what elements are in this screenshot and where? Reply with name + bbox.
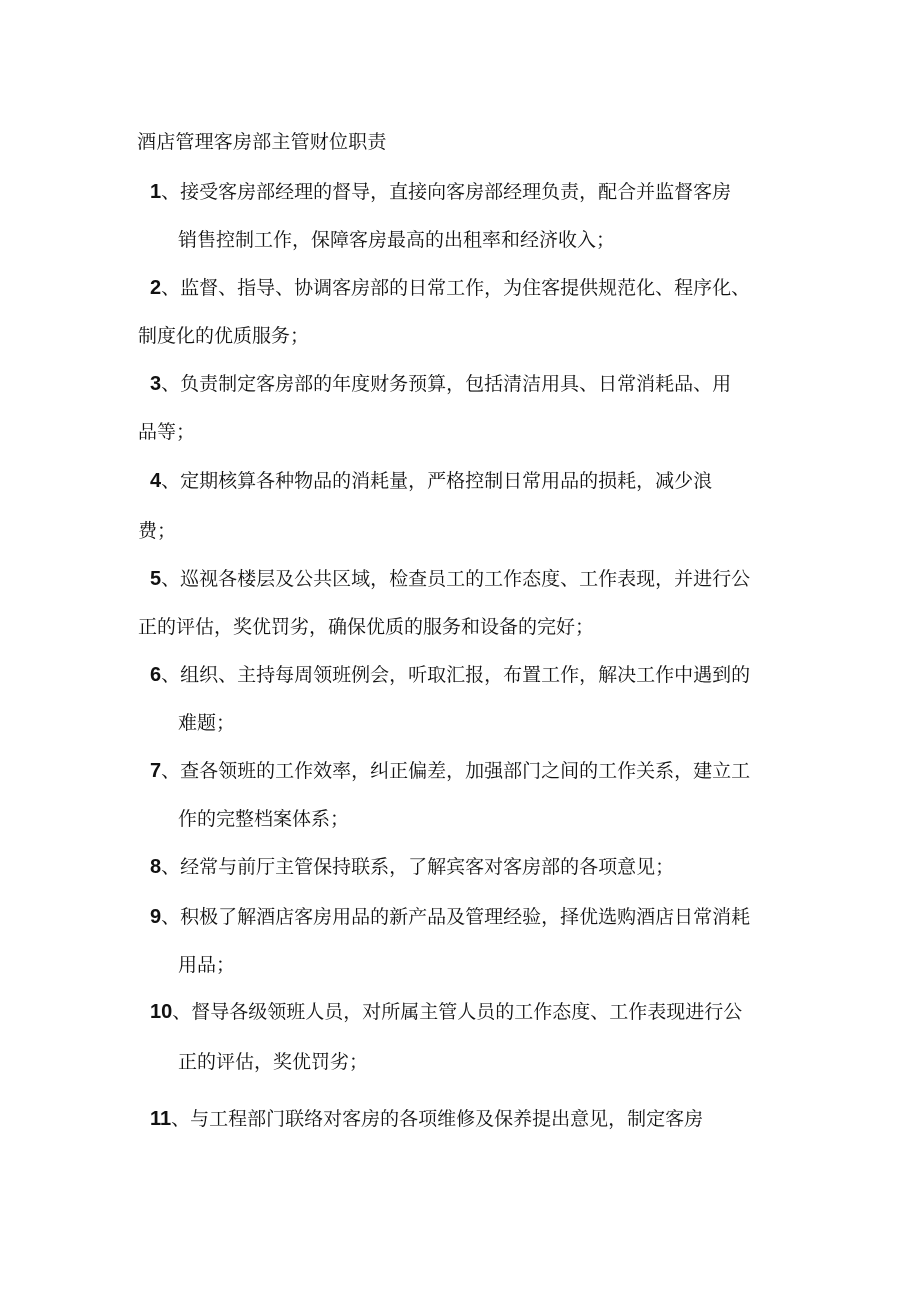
duty-item-8-line-1 [150,853,674,881]
duty-item-4-text-1: 定期核算各种物品的消耗量，严格控制日常用品的损耗，减少浪 [180,470,713,492]
duty-item-9-line-1 [150,903,750,931]
duty-item-10-text-1: 督导各级领班人员，对所属主管人员的工作态度、工作表现进行公 [191,1001,743,1023]
item-separator: 、 [161,470,181,492]
duty-item-10-line-1 [150,998,742,1026]
duty-item-3-line-1 [150,370,731,398]
item-separator: 、 [161,277,181,299]
duty-item-7-line-2: 作的完整档案体系； [178,808,350,830]
item-separator: 、 [172,1001,192,1023]
duty-item-11-number: 11 [150,1108,172,1130]
duty-item-6-number: 6 [150,664,162,686]
duty-item-11-line-1 [150,1105,703,1133]
duty-item-7-number: 7 [150,760,162,782]
duty-item-5-text-1: 巡视各楼层及公共区域，检查员工的工作态度、工作表现，并进行公 [180,568,751,590]
duty-item-11-text-1: 与工程部门联络对客房的各项维修及保养提出意见，制定客房 [190,1108,704,1130]
duty-item-2-text-1: 监督、指导、协调客房部的日常工作，为住客提供规范化、程序化、 [180,277,751,299]
item-separator: 、 [161,760,181,782]
document-title: 酒店管理客房部主管财位职责 [137,131,387,153]
duty-item-1-line-2: 销售控制工作，保障客房最高的出租率和经济收入； [178,229,616,251]
duty-item-10-line-2: 正的评估，奖优罚劣； [178,1051,369,1073]
item-separator: 、 [161,906,181,928]
duty-item-1-line-1 [150,178,731,206]
item-separator: 、 [161,664,181,686]
duty-item-8-number: 8 [150,856,162,878]
duty-item-5-line-2: 正的评估，奖优罚劣，确保优质的服务和设备的完好； [138,616,595,638]
duty-item-6-line-1 [150,661,750,689]
duty-item-5-line-1 [150,565,750,593]
duty-item-9-number: 9 [150,906,162,928]
duty-item-1-text-1: 接受客房部经理的督导，直接向客房部经理负责，配合并监督客房 [180,181,732,203]
duty-item-6-text-1: 组织、主持每周领班例会，听取汇报，布置工作，解决工作中遇到的 [180,664,751,686]
duty-item-4-line-2: 费； [138,520,177,542]
duty-item-8-text-1: 经常与前厅主管保持联系，了解宾客对客房部的各项意见； [180,856,675,878]
duty-item-5-number: 5 [150,568,162,590]
duty-item-4-line-1 [150,467,712,495]
duty-item-2-line-1 [150,274,750,302]
duty-item-4-number: 4 [150,470,162,492]
duty-item-2-number: 2 [150,277,162,299]
duty-item-3-line-2: 品等； [138,421,196,443]
item-separator: 、 [161,568,181,590]
duty-item-10-number: 10 [150,1001,173,1023]
item-separator: 、 [161,856,181,878]
duty-item-7-text-1: 查各领班的工作效率，纠正偏差，加强部门之间的工作关系，建立工 [180,760,751,782]
duty-item-1-number: 1 [150,181,162,203]
item-separator: 、 [161,373,181,395]
duty-item-9-line-2: 用品； [178,954,236,976]
duty-item-7-line-1 [150,757,750,785]
duty-item-2-line-2: 制度化的优质服务； [138,325,310,347]
duty-item-3-number: 3 [150,373,162,395]
duty-item-9-text-1: 积极了解酒店客房用品的新产品及管理经验，择优选购酒店日常消耗 [180,906,751,928]
item-separator: 、 [171,1108,191,1130]
duty-item-3-text-1: 负责制定客房部的年度财务预算，包括清洁用具、日常消耗品、用 [180,373,732,395]
duty-item-6-line-2: 难题； [178,712,236,734]
item-separator: 、 [161,181,181,203]
